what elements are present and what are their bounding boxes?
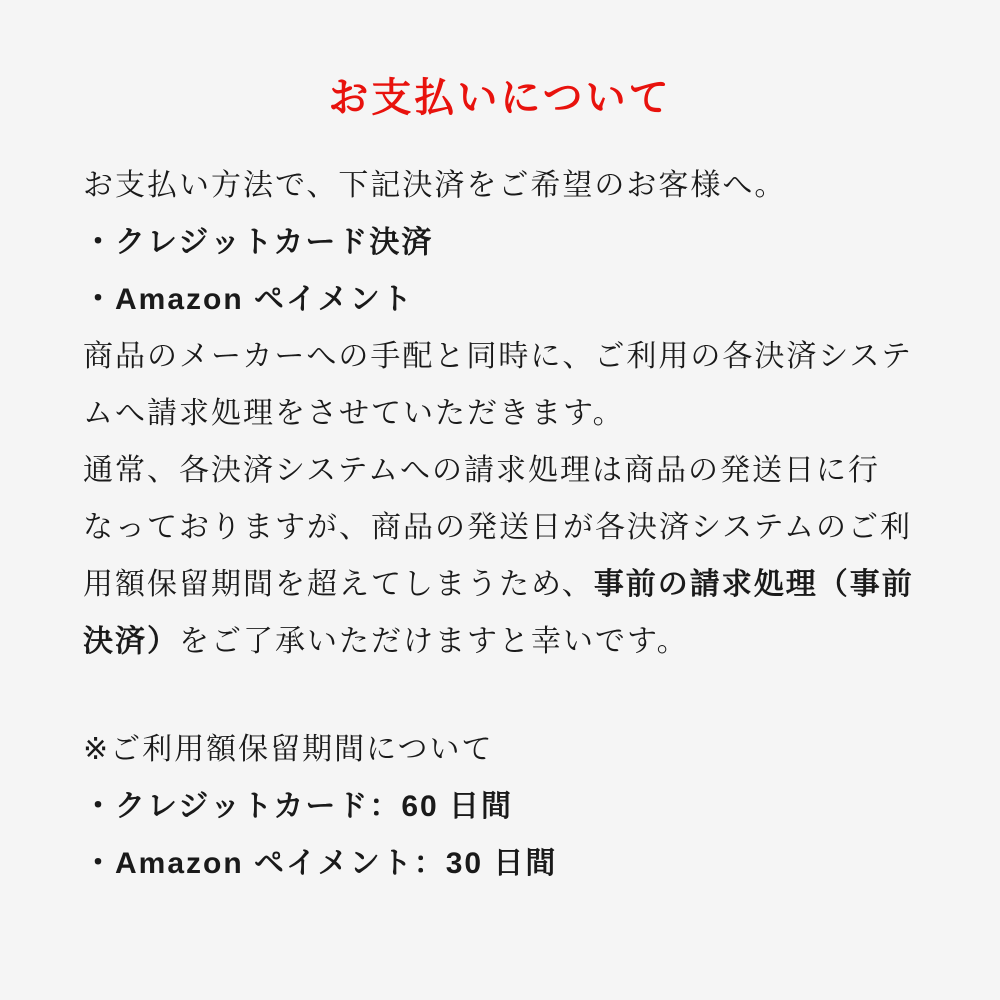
text-segment: をご了承いただけますと幸いです。	[179, 625, 689, 658]
text-segment: なっておりますが、商品の発送日が各決済システムのご利	[83, 511, 912, 544]
text-segment-bold: 決済）	[83, 625, 179, 658]
text-line	[83, 442, 930, 499]
text-segment-bold: ・クレジットカード：60 日間	[83, 790, 514, 823]
text-line	[83, 328, 930, 385]
text-segment: 用額保留期間を超えてしまうため、	[83, 568, 594, 601]
text-line	[83, 157, 930, 214]
text-segment: お支払い方法で、下記決済をご希望のお客様へ。	[83, 169, 787, 202]
text-segment: ムへ請求処理をさせていただきます。	[83, 397, 625, 430]
text-segment: 通常、各決済システムへの請求処理は商品の発送日に行	[83, 454, 880, 487]
text-line	[83, 613, 930, 670]
text-segment-bold: ・Amazon ペイメント：30 日間	[83, 847, 558, 880]
text-line	[83, 778, 930, 835]
paragraph-spacer	[83, 670, 930, 721]
text-line	[83, 214, 930, 271]
text-segment: 商品のメーカーへの手配と同時に、ご利用の各決済システ	[83, 340, 913, 373]
text-segment: ※ご利用額保留期間について	[83, 733, 494, 766]
text-segment-bold: ・クレジットカード決済	[83, 226, 434, 259]
text-line	[83, 271, 930, 328]
payment-info-body	[83, 157, 930, 892]
text-line	[83, 721, 930, 778]
text-line	[83, 499, 930, 556]
page-title: お支払いについて	[328, 76, 672, 120]
text-line	[83, 556, 930, 613]
text-segment-bold: 事前の請求処理（事前	[593, 568, 914, 601]
text-line	[83, 385, 930, 442]
text-segment-bold: ・Amazon ペイメント	[83, 283, 414, 316]
text-line	[83, 835, 930, 892]
